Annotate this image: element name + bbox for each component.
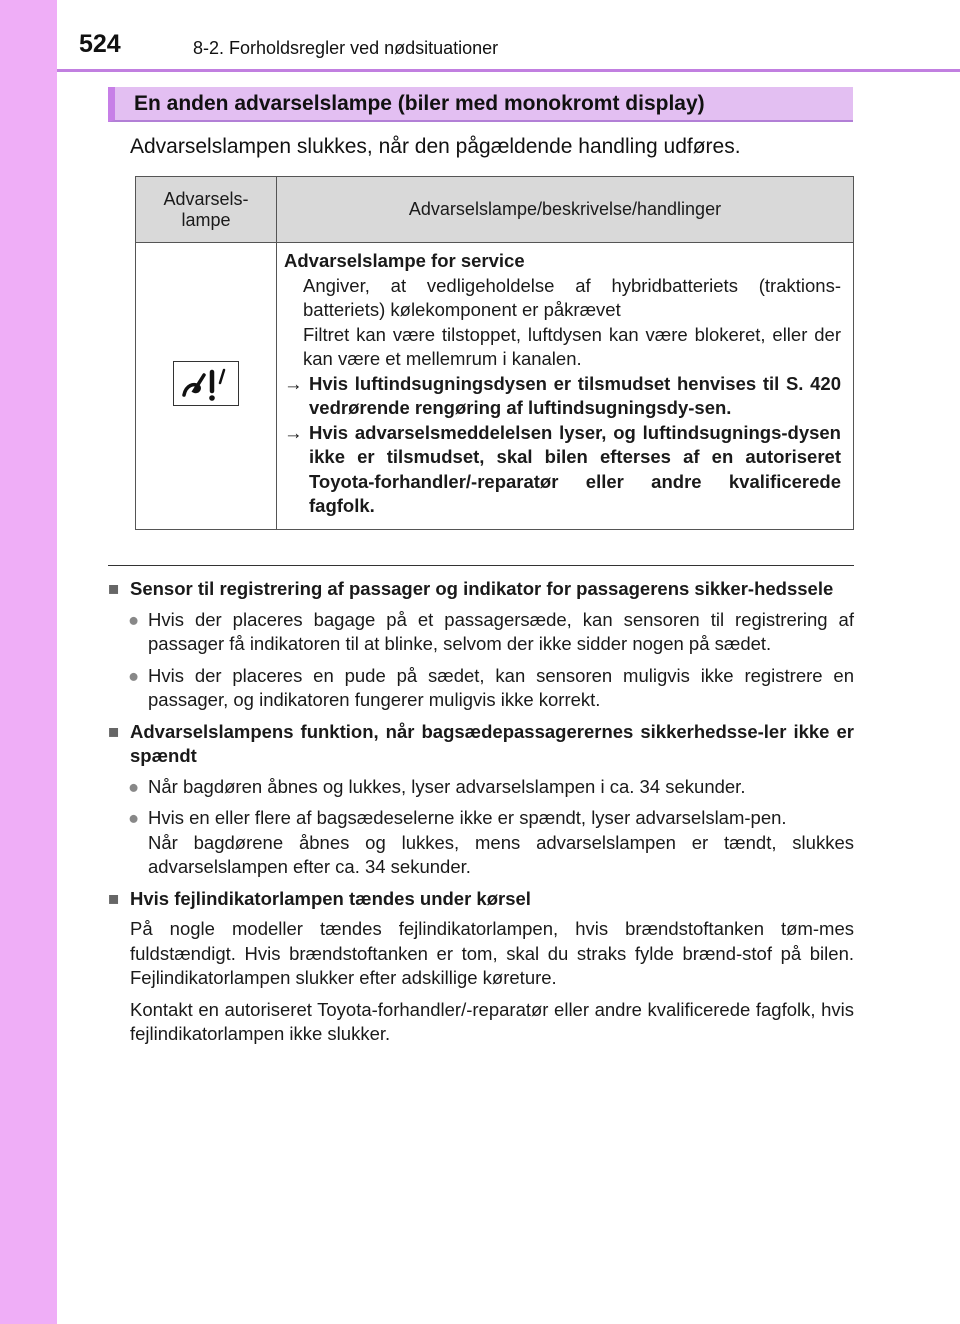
list-item-continuation: Når bagdørene åbnes og lukkes, mens advarselslampen er tændt, slukkes advarselslampen efter ca. 34 sekunder. [148,831,854,877]
action-text: Hvis advarselsmeddelelsen lyser, og luftindsugnings-dysen ikke er tilsmudset, skal bilen efterses af en autoriseret Toyota-forhandler/-reparatør eller andre kvalificerede fagfolk. [309,421,841,516]
paragraph: På nogle modeller tændes fejlindikatorlampen, hvis brændstoftanken tøm-mes fuldstændigt. Hvis brændstoftanken er tom, skal du straks fylde brænd-stof på bilen. Fejlindikatorlampen slukker efter adskillige køreture. [130,918,854,988]
note-heading-text: Hvis fejlindikatorlampen tændes under kørsel [130,887,531,909]
dot-bullet-icon: ● [128,807,140,828]
lamp-description-2: Filtret kan være tilstoppet, luftdysen kan være blokeret, eller der kan være et mellemrum i kanalen. [303,323,841,369]
header-rule [57,69,960,72]
lamp-title: Advarselslampe for service [284,250,525,271]
table-header-lamp [136,177,277,243]
arrow-icon: → [284,421,303,443]
list-item-text: Hvis der placeres en pude på sædet, kan sensoren muligvis ikke registrere en passager, og indikatoren fungerer muligvis ikke korrekt. [148,664,854,710]
note-heading [108,720,854,769]
dot-bullet-icon: ● [128,608,140,630]
table-header-lamp-line-2: lampe [181,209,231,230]
list-item [108,775,854,800]
dot-bullet-icon: ● [128,775,140,797]
notes-section [108,577,854,1054]
lamp-cell [136,243,277,530]
list-item [108,608,854,657]
description-cell [277,243,854,530]
side-band [0,0,57,1324]
list-item-text: Hvis der placeres bagage på et passagersæde, kan sensoren til registrering af passager få indikatoren til at blinke, selvom der ikke sidder nogen på sædet. [148,608,854,654]
square-bullet-icon: ■ [108,578,120,599]
action-item [284,421,841,519]
note-heading-text: Sensor til registrering af passager og indikator for passagerens sikker-hedssele [130,578,834,599]
list-item-text: Hvis en eller flere af bagsædeselerne ikke er spændt, lyser advarselslam-pen. [148,807,787,828]
square-bullet-icon: ■ [108,720,120,742]
note-heading [108,887,854,912]
section-title-bar [108,87,853,122]
paragraph: Kontakt en autoriseret Toyota-forhandler/-reparatør eller andre kvalificerede fagfolk, hvis fejlindikatorlampen ikke slukker. [130,998,854,1044]
note-heading-text: Advarselslampens funktion, når bagsædepassagerernes sikkerhedsse-ler ikke er spændt [130,720,854,766]
page-number: 524 [79,30,121,58]
table-header-row [136,177,854,243]
list-item [108,664,854,713]
square-bullet-icon: ■ [108,887,120,909]
action-text: Hvis luftindsugningsdysen er tilsmudset henvises til S. 420 vedrørende rengøring af luftindsugningsdy-sen. [309,372,841,418]
note-heading [108,577,854,602]
table-row [136,243,854,530]
table-header-description: Advarselslampe/beskrivelse/handlinger [277,177,854,243]
chapter-title: 8-2. Forholdsregler ved nødsituationer [193,38,499,58]
divider [108,565,854,566]
dot-bullet-icon: ● [128,664,140,686]
list-item-text: Når bagdøren åbnes og lukkes, lyser advarselslampen i ca. 34 sekunder. [148,775,746,797]
table-header-lamp-line-1: Advarsels- [163,188,249,209]
list-item [108,806,854,880]
service-warning-icon [173,361,239,406]
action-item [284,372,841,421]
warning-lamp-table [135,176,854,530]
arrow-icon: → [284,372,303,394]
section-title: En anden advarselslampe (biler med monokromt display) [134,92,705,115]
lamp-description-1: Angiver, at vedligeholdelse af hybridbatteriets (traktions-batteriets) kølekomponent er påkrævet [303,274,841,320]
intro-text: Advarselslampen slukkes, når den pågældende handling udføres. [130,135,741,158]
